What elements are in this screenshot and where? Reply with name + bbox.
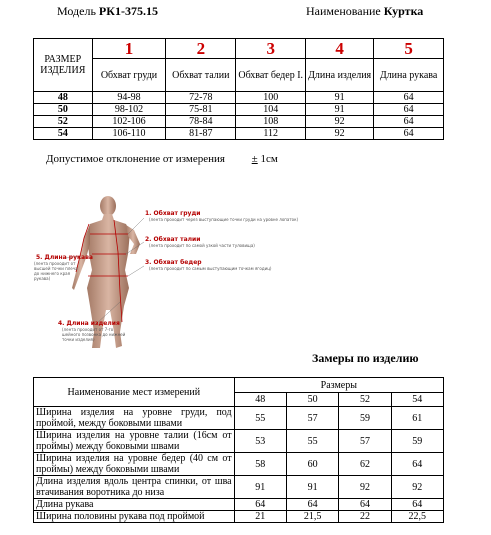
size-row — [34, 116, 444, 128]
measure-name: Ширина изделия на уровне груди, под проймой, между боковыми швами — [34, 407, 235, 430]
measure-value: 60 — [286, 453, 338, 476]
measure-value: 64 — [234, 499, 286, 511]
name-label: Наименование — [306, 4, 381, 18]
measurements-title: Замеры по изделию — [312, 351, 419, 365]
size-cell: 52 — [34, 116, 93, 128]
places-header: Наименование мест измерений — [34, 378, 235, 407]
size-header-cell: РАЗМЕР ИЗДЕЛИЯ — [34, 39, 93, 92]
measure-value: 57 — [286, 407, 338, 430]
tolerance-note — [46, 153, 278, 165]
figure-note-chest: (лента проходит через выступающие точки груди на уровне лопаток) — [149, 217, 299, 222]
col-number-3: 3 — [236, 39, 306, 59]
value-cell: 92 — [306, 128, 374, 140]
col-name-chest: Обхват груди — [92, 59, 166, 92]
col-name-waist: Обхват талии — [166, 59, 236, 92]
sizes-header: Размеры — [234, 378, 443, 393]
col-number-5: 5 — [374, 39, 444, 59]
value-cell: 91 — [306, 104, 374, 116]
value-cell: 64 — [374, 104, 444, 116]
size-cell: 50 — [34, 104, 93, 116]
measure-name: Длина изделия вдоль центра спинки, от шва втачивания воротника до низа — [34, 476, 235, 499]
value-cell: 94-98 — [92, 92, 166, 104]
leader-1 — [128, 218, 144, 234]
col-name-length: Длина изделия — [306, 59, 374, 92]
size-row — [34, 128, 444, 140]
measure-value: 21,5 — [286, 511, 338, 523]
measure-value: 61 — [391, 407, 443, 430]
value-cell: 64 — [374, 128, 444, 140]
value-cell: 112 — [236, 128, 306, 140]
figure-note-hips: (лента проходит по самым выступающим точкам ягодиц) — [149, 266, 272, 271]
measure-row — [34, 511, 444, 523]
garment-measurements-table — [33, 377, 444, 523]
value-cell: 91 — [306, 92, 374, 104]
value-cell: 106-110 — [92, 128, 166, 140]
col-name-hips: Обхват бедер I. — [236, 59, 306, 92]
tolerance-label: Допустимое отклонение от измерения — [46, 153, 225, 165]
model-label: Модель — [57, 4, 96, 18]
figure-label-chest: 1. Обхват груди — [145, 210, 201, 217]
value-cell: 72-78 — [166, 92, 236, 104]
measure-value: 91 — [234, 476, 286, 499]
measure-value: 64 — [339, 499, 391, 511]
measure-value: 92 — [391, 476, 443, 499]
figure-label-hips: 3. Обхват бедер — [145, 259, 202, 266]
measure-row — [34, 430, 444, 453]
col-number-1: 1 — [92, 39, 166, 59]
tolerance-value-wrap — [252, 153, 278, 165]
measure-name: Ширина изделия на уровне бедер (40 см от проймы) между боковыми швами — [34, 453, 235, 476]
size-col-50: 50 — [286, 393, 338, 407]
measure-value: 22 — [339, 511, 391, 523]
measure-value: 55 — [286, 430, 338, 453]
measure-name: Длина рукава — [34, 499, 235, 511]
plus-minus-sign: ± — [251, 153, 258, 165]
measure-value: 64 — [286, 499, 338, 511]
figure-note-sleeve: (лента проходит от высшей точки плеча до нижнего края рукава) — [34, 261, 78, 281]
value-cell: 64 — [374, 92, 444, 104]
value-cell: 64 — [374, 116, 444, 128]
measure-row — [34, 476, 444, 499]
measure-row — [34, 499, 444, 511]
measure-value: 59 — [339, 407, 391, 430]
measure-value: 64 — [391, 453, 443, 476]
measure-row — [34, 453, 444, 476]
leader-3 — [128, 266, 144, 276]
measure-name: Ширина половины рукава под проймой — [34, 511, 235, 523]
measure-value: 21 — [234, 511, 286, 523]
measure-value: 57 — [339, 430, 391, 453]
value-cell: 102-106 — [92, 116, 166, 128]
col-number-2: 2 — [166, 39, 236, 59]
measure-value: 22,5 — [391, 511, 443, 523]
value-cell: 75-81 — [166, 104, 236, 116]
value-cell: 100 — [236, 92, 306, 104]
name-value: Куртка — [383, 4, 424, 18]
value-cell: 104 — [236, 104, 306, 116]
size-chart-table — [33, 38, 444, 140]
value-cell: 81-87 — [166, 128, 236, 140]
model-header — [57, 4, 158, 19]
measure-value: 91 — [286, 476, 338, 499]
size-row — [34, 92, 444, 104]
head-shape — [100, 196, 116, 216]
size-col-54: 54 — [391, 393, 443, 407]
col-number-4: 4 — [306, 39, 374, 59]
value-cell: 78-84 — [166, 116, 236, 128]
measure-name: Ширина изделия на уровне талии (16см от проймы) между боковыми швами — [34, 430, 235, 453]
size-cell: 54 — [34, 128, 93, 140]
measure-row — [34, 407, 444, 430]
figure-label-waist: 2. Обхват талии — [145, 236, 201, 243]
product-name-header — [306, 4, 423, 19]
body-measurement-figure — [32, 192, 299, 352]
size-col-48: 48 — [234, 393, 286, 407]
value-cell: 108 — [236, 116, 306, 128]
measure-value: 58 — [234, 453, 286, 476]
value-cell: 98-102 — [92, 104, 166, 116]
measure-value: 92 — [339, 476, 391, 499]
figure-note-length: (лента проходит от 7-го шейного позвонка до нижней точки изделия) — [62, 327, 126, 342]
figure-label-length: 4. Длина изделия — [58, 320, 120, 327]
size-cell: 48 — [34, 92, 93, 104]
figure-label-sleeve: 5. Длина рукава — [36, 254, 93, 261]
size-col-52: 52 — [339, 393, 391, 407]
measure-value: 55 — [234, 407, 286, 430]
tolerance-value: 1см — [257, 153, 278, 165]
measure-value: 59 — [391, 430, 443, 453]
model-code: РК1-375.15 — [98, 4, 158, 18]
figure-note-waist: (лента проходит по самой узкой части туловища) — [149, 243, 255, 248]
measure-value: 64 — [391, 499, 443, 511]
measure-value: 53 — [234, 430, 286, 453]
size-row — [34, 104, 444, 116]
value-cell: 92 — [306, 116, 374, 128]
col-name-sleeve: Длина рукава — [374, 59, 444, 92]
measure-value: 62 — [339, 453, 391, 476]
